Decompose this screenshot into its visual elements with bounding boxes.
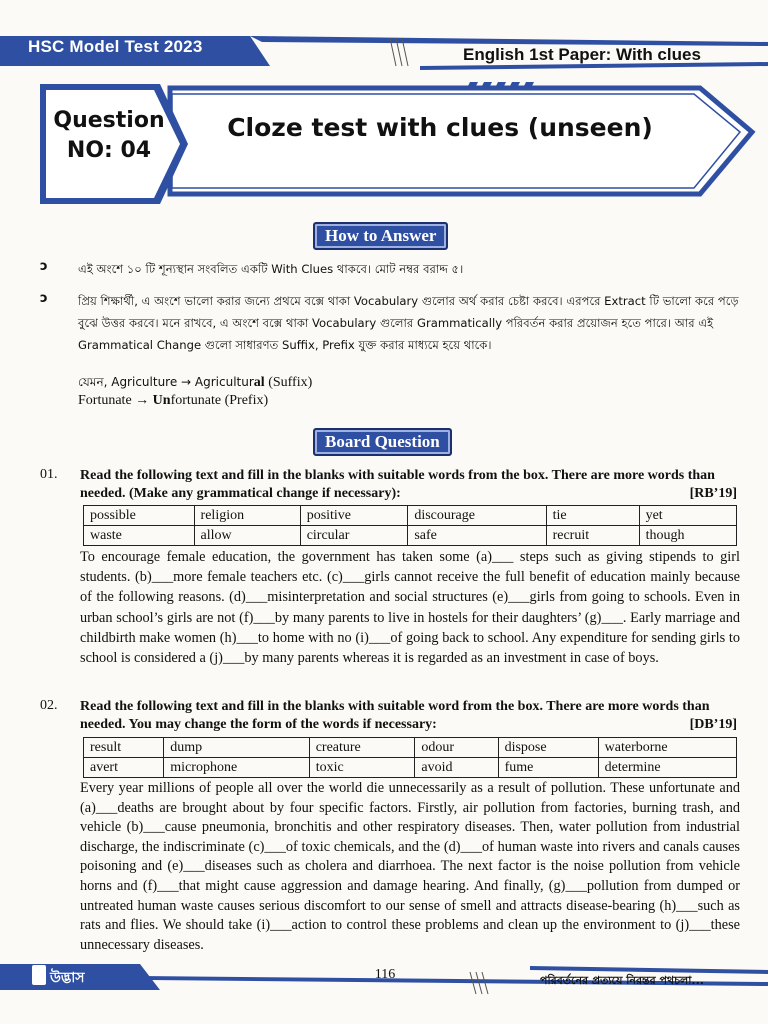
word-cell: though bbox=[639, 526, 736, 546]
word-cell: safe bbox=[408, 526, 546, 546]
bullet-icon: ↄ bbox=[40, 259, 48, 274]
word-cell: microphone bbox=[164, 758, 309, 778]
page-number: 116 bbox=[374, 967, 396, 982]
question-number: 01. bbox=[40, 467, 58, 482]
word-cell: allow bbox=[194, 526, 300, 546]
word-cell: dispose bbox=[498, 738, 598, 758]
cloze-passage: To encourage female education, the government has taken some (a)___ steps such as giving stipends to girl students. (b)___more female teachers etc. (c)___girls cannot receive the full benefit of education mainly because of the following reasons. (d)___misinterpretation and social structures (e)___girls from going to schools. Even in urban school’s girls are not (f)___by many parents to live in hostels for their daughters’ (g)___. Early marriage and childbirth make women (h)___to home with no (i)___of going back to school. Any expenditure for sending girls to school is considered a (j)___by many parents whereas it is regarded as an investment in case of boys. bbox=[80, 549, 740, 667]
word-cell: toxic bbox=[309, 758, 415, 778]
question-number-plate bbox=[50, 106, 168, 166]
instruction-point: এই অংশে ১০ টি শূন্যস্থান সংবলিত একটি With Clues থাকবে। মোট নম্বর বরাদ্দ ৫। bbox=[78, 262, 464, 276]
word-cell: dump bbox=[164, 738, 309, 758]
how-to-answer-heading: How to Answer bbox=[313, 222, 448, 250]
word-cell: possible bbox=[84, 506, 195, 526]
board-tag: [DB’19] bbox=[689, 717, 737, 732]
question-instruction: Read the following text and fill in the blanks with suitable word from the box. There are more words than needed. You may change the form of the words if necessary: [DB’19] bbox=[80, 699, 737, 732]
question-label: Question bbox=[53, 108, 165, 133]
word-cell: result bbox=[84, 738, 164, 758]
word-cell: recruit bbox=[546, 526, 639, 546]
board-question-heading: Board Question bbox=[313, 428, 452, 456]
word-cell: circular bbox=[300, 526, 408, 546]
word-cell: odour bbox=[415, 738, 498, 758]
word-cell: religion bbox=[194, 506, 300, 526]
word-cell: fume bbox=[498, 758, 598, 778]
word-cell: waste bbox=[84, 526, 195, 546]
cloze-passage: Every year millions of people all over the world die unnecessarily as a result of pollution. These unfortunate and (a)___deaths are brought about by four specific factors. Firstly, air pollution from factories, burning trash, and vehicle (b)___cause pneumonia, bronchitis and other respiratory diseases. Then, water pollution from industrial discharge, the indiscriminate (c)___of toxic chemicals, and the (d)___of human waste into rivers and canals causes poisoning and (e)___diseases such as cholera and diarrhoea. The next factor is the noise pollution from vehicle horns and (f)___that might cause aggression and damage hearing. And finally, (g)___pollution from dumped or untreated human waste causes serious discomfort to our sense of smell and attracts disease-bearing (h)___such as rats and flies. We should take (i)___action to control these problems and clean up the environment to (j)___these unnecessary diseases. bbox=[80, 780, 740, 953]
question-instruction: Read the following text and fill in the blanks with suitable words from the box. There are more words than needed. (Make any grammatical change if necessary): [RB’19] bbox=[80, 468, 737, 501]
word-box bbox=[83, 505, 737, 546]
word-box bbox=[83, 737, 737, 778]
question-number: NO: 04 bbox=[66, 138, 152, 163]
question-number: 02. bbox=[40, 698, 58, 713]
prefix-example: Fortunate → Unfortunate (Prefix) bbox=[78, 393, 269, 408]
publisher-logo-icon bbox=[32, 965, 46, 985]
board-tag: [RB’19] bbox=[689, 486, 737, 501]
header-paper-label: English 1st Paper: With clues bbox=[463, 45, 701, 64]
bullet-icon: ↄ bbox=[40, 291, 48, 306]
word-cell: determine bbox=[598, 758, 736, 778]
word-cell: tie bbox=[546, 506, 639, 526]
header-model-test-label: HSC Model Test 2023 bbox=[28, 37, 203, 56]
word-cell: avert bbox=[84, 758, 164, 778]
word-cell: yet bbox=[639, 506, 736, 526]
footer-slogan: পরিবর্তনের প্রত্যয়ে নিরন্তর পথচলা... bbox=[540, 974, 704, 987]
suffix-example: যেমন, Agriculture → Agricultural (Suffix) bbox=[78, 375, 313, 390]
publisher-name: উদ্ভাস bbox=[50, 970, 85, 986]
section-title: Cloze test with clues (unseen) bbox=[227, 113, 653, 142]
instruction-point: প্রিয় শিক্ষার্থী, এ অংশে ভালো করার জন্যে প্রথমে বক্সে থাকা Vocabulary গুলোর অর্থ করার চেষ্টা করবে। এরপরে Extract টি ভালো করে পড়ে বুঝে উত্তর করবে। মনে রাখবে, এ অংশে বক্সে থাকা Vocabulary গুলোর Grammatically পরিবর্তন করার প্রয়োজন হতে পারে। আর এই Grammatical Change গুলো সাধারণত Suffix, Prefix যুক্ত করার মাধ্যমে হয়ে থাকে। bbox=[78, 294, 739, 352]
word-cell: avoid bbox=[415, 758, 498, 778]
word-cell: creature bbox=[309, 738, 415, 758]
word-cell: discourage bbox=[408, 506, 546, 526]
word-cell: positive bbox=[300, 506, 408, 526]
word-cell: waterborne bbox=[598, 738, 736, 758]
